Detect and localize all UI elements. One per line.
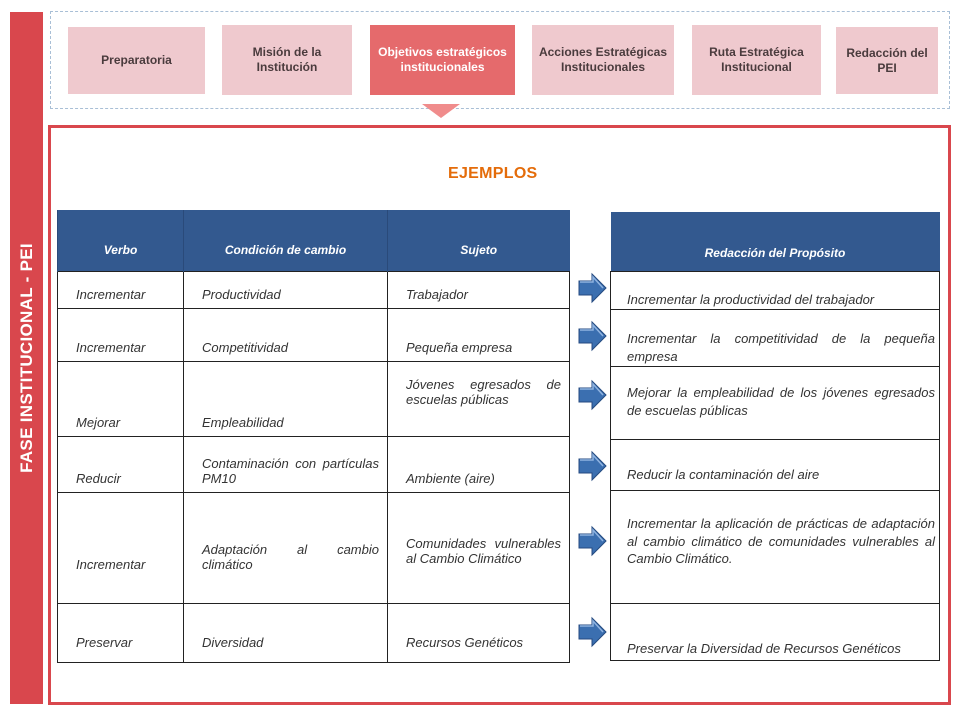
step-label: Misión de la Institución — [252, 45, 322, 74]
cell-proposito: Mejorar la empleabilidad de los jóvenes egresados de escuelas públicas — [611, 366, 940, 439]
right-arrow-icon — [577, 320, 607, 352]
cell-verbo: Incrementar — [58, 308, 184, 361]
cell-verbo: Incrementar — [58, 271, 184, 308]
step-label: Redacción del PEI — [846, 45, 928, 75]
side-bar — [10, 12, 43, 704]
step-ruta[interactable] — [692, 25, 821, 95]
cell-verbo: Preservar — [58, 603, 184, 662]
cell-sujeto: Ambiente (aire) — [388, 436, 570, 492]
table-row — [611, 439, 940, 490]
right-arrow-icon — [577, 450, 607, 482]
active-step-pointer — [422, 104, 460, 118]
header-verbo: Verbo — [58, 210, 184, 271]
header-condicion: Condición de cambio — [184, 210, 388, 271]
step-label: Acciones Estratégicas Institucionales — [538, 45, 668, 74]
cell-proposito: Preservar la Diversidad de Recursos Genéticos — [611, 603, 940, 660]
step-label: Objetivos estratégicos institucionales — [378, 45, 507, 74]
table-header-row — [611, 212, 940, 271]
cell-proposito: Incrementar la aplicación de prácticas de adaptación al cambio climático de comunidades vulnerables al Cambio Climático. — [611, 490, 940, 603]
cell-condicion: Diversidad — [184, 603, 388, 662]
cell-sujeto: Comunidades vulnerables al Cambio Climático — [388, 492, 570, 603]
step-label: Ruta Estratégica Institucional — [709, 45, 804, 74]
step-mision[interactable] — [222, 25, 352, 95]
step-redaccion[interactable] — [836, 27, 938, 94]
table-header-row — [58, 210, 570, 271]
purpose-table — [610, 212, 940, 661]
cell-proposito: Incrementar la competitividad de la pequeña empresa — [611, 309, 940, 366]
cell-sujeto: Trabajador — [388, 271, 570, 308]
cell-sujeto: Jóvenes egresados de escuelas públicas — [388, 361, 570, 436]
table-row — [58, 492, 570, 603]
cell-verbo: Incrementar — [58, 492, 184, 603]
header-sujeto: Sujeto — [388, 210, 570, 271]
cell-condicion: Competitividad — [184, 308, 388, 361]
step-acciones[interactable] — [532, 25, 674, 95]
cell-proposito: Incrementar la productividad del trabajador — [611, 271, 940, 309]
cell-verbo: Reducir — [58, 436, 184, 492]
step-preparatoria[interactable] — [68, 27, 205, 94]
cell-condicion: Adaptación al cambio climático — [184, 492, 388, 603]
cell-condicion: Productividad — [184, 271, 388, 308]
right-arrow-icon — [577, 616, 607, 648]
table-row — [611, 271, 940, 309]
table-row — [58, 361, 570, 436]
cell-sujeto: Recursos Genéticos — [388, 603, 570, 662]
table-row — [611, 490, 940, 603]
section-title: EJEMPLOS — [448, 165, 538, 182]
table-row — [58, 271, 570, 308]
cell-condicion: Contaminación con partículas PM10 — [184, 436, 388, 492]
step-objetivos[interactable] — [370, 25, 515, 95]
cell-condicion: Empleabilidad — [184, 361, 388, 436]
cell-verbo: Mejorar — [58, 361, 184, 436]
step-label: Preparatoria — [101, 53, 172, 67]
table-row — [58, 308, 570, 361]
components-table — [57, 210, 570, 663]
table-row — [611, 603, 940, 660]
right-arrow-icon — [577, 379, 607, 411]
side-title: FASE INSTITUCIONAL - PEI — [16, 243, 36, 473]
cell-sujeto: Pequeña empresa — [388, 308, 570, 361]
table-row — [58, 436, 570, 492]
header-proposito: Redacción del Propósito — [611, 212, 940, 271]
right-arrow-icon — [577, 272, 607, 304]
cell-proposito: Reducir la contaminación del aire — [611, 439, 940, 490]
table-row — [611, 366, 940, 439]
right-arrow-icon — [577, 525, 607, 557]
table-row — [611, 309, 940, 366]
table-row — [58, 603, 570, 662]
